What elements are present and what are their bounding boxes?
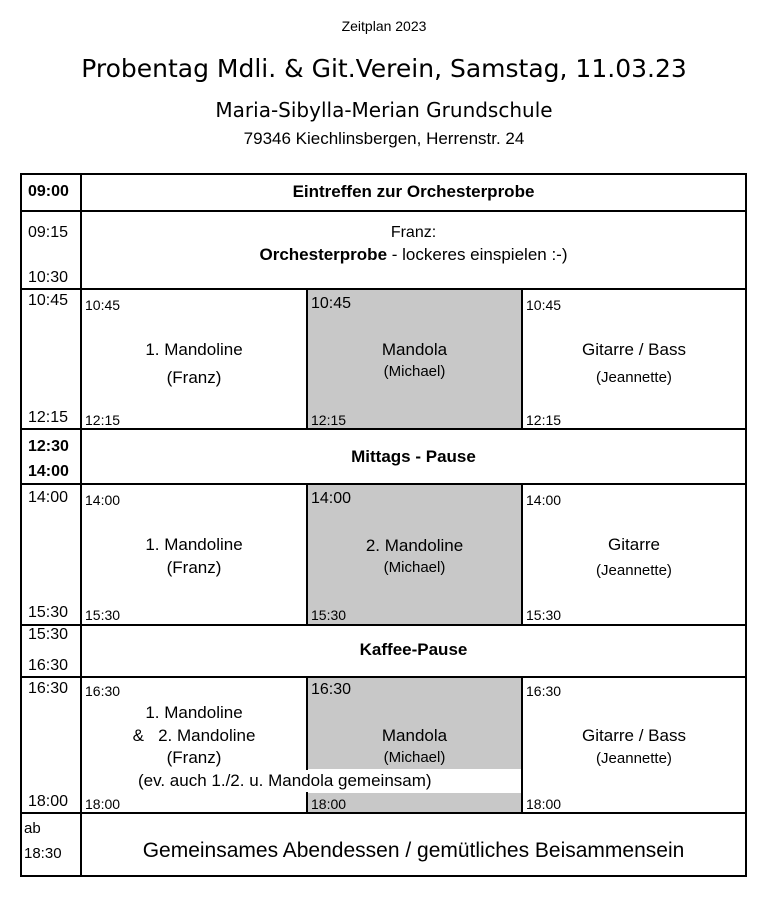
- row5-col1-end: 15:30: [85, 607, 121, 623]
- row7-col2-end: 18:00: [311, 796, 347, 812]
- row5-col3-name: Gitarre: [608, 535, 660, 554]
- row2-lead: Franz:: [390, 224, 437, 241]
- row7-col1-name-line1: 1. Mandoline: [145, 703, 243, 722]
- row2-time-end: 10:30: [28, 269, 69, 286]
- row7-note: (ev. auch 1./2. u. Mandola gemeinsam): [138, 771, 432, 790]
- row5-col3-end: 15:30: [526, 607, 562, 623]
- school-address: 79346 Kiechlinsbergen, Herrenstr. 24: [243, 129, 525, 148]
- row3-col3-end: 12:15: [526, 412, 562, 428]
- row3-time-start: 10:45: [28, 292, 69, 309]
- row5-col3-start: 14:00: [526, 492, 562, 508]
- row3-col1-start: 10:45: [85, 297, 121, 313]
- row7-col2-person: (Michael): [383, 749, 446, 766]
- row2-event-bold: Orchesterprobe: [259, 245, 388, 264]
- row4-time-end: 14:00: [28, 463, 69, 480]
- row5-col2-name: 2. Mandoline: [365, 536, 464, 555]
- row6-event: Kaffee-Pause: [359, 640, 468, 659]
- row8-time-start: ab: [24, 820, 41, 837]
- row5-col2-start: 14:00: [311, 490, 352, 507]
- row2-event-rest: - lockeres einspielen :-): [387, 245, 568, 264]
- row2-event: [82, 245, 745, 265]
- row8-time-end: 18:30: [24, 845, 62, 862]
- row8-event: Gemeinsames Abendessen / gemütliches Beisammensein: [142, 839, 685, 862]
- row5-col1-person: (Franz): [166, 558, 222, 577]
- row3-col2-person: (Michael): [383, 363, 446, 380]
- row7-col3-start: 16:30: [526, 683, 562, 699]
- row7-time-start: 16:30: [28, 680, 69, 697]
- row3-col2-name: Mandola: [381, 340, 448, 359]
- row5-col2-person: (Michael): [383, 559, 446, 576]
- page-title: Probentag Mdli. & Git.Verein, Samstag, 11.03.23: [81, 54, 687, 83]
- row4-event: Mittags - Pause: [351, 447, 476, 466]
- row5-col1-start: 14:00: [85, 492, 121, 508]
- row7-col1-name-line2: & 2. Mandoline: [132, 726, 256, 745]
- row2-time-start: 09:15: [28, 224, 69, 241]
- row3-time-end: 12:15: [28, 409, 69, 426]
- row1-time: 09:00: [28, 183, 69, 200]
- row5-time-end: 15:30: [28, 604, 69, 621]
- school-name: Maria-Sibylla-Merian Grundschule: [215, 98, 553, 122]
- row4-time-start: 12:30: [28, 438, 69, 455]
- row3-col3-name: Gitarre / Bass: [582, 340, 686, 359]
- row5-col3-person: (Jeannette): [596, 562, 672, 579]
- row7-col1-end: 18:00: [85, 796, 121, 812]
- schedule-year-label: Zeitplan 2023: [341, 18, 427, 34]
- row3-col1-person: (Franz): [166, 368, 222, 387]
- row3-col2-start: 10:45: [311, 295, 352, 312]
- row5-col1-name: 1. Mandoline: [145, 535, 243, 554]
- row7-col3-person: (Jeannette): [596, 750, 672, 767]
- row7-col2-name: Mandola: [381, 726, 448, 745]
- row3-col3-person: (Jeannette): [596, 369, 672, 386]
- row5-time-start: 14:00: [28, 489, 69, 506]
- row7-col1-person: (Franz): [166, 748, 222, 767]
- row7-time-end: 18:00: [28, 793, 69, 810]
- row7-col3-name: Gitarre / Bass: [582, 726, 686, 745]
- row7-col1-start: 16:30: [85, 683, 121, 699]
- row7-col3-end: 18:00: [526, 796, 562, 812]
- row6-time-end: 16:30: [28, 657, 69, 674]
- row3-col3-start: 10:45: [526, 297, 562, 313]
- row7-col2-start: 16:30: [311, 681, 352, 698]
- schedule-table: [20, 173, 747, 877]
- row5-col2-end: 15:30: [311, 607, 347, 623]
- row6-time-start: 15:30: [28, 626, 69, 643]
- row1-event: Eintreffen zur Orchesterprobe: [292, 182, 535, 201]
- row3-col1-name: 1. Mandoline: [145, 340, 243, 359]
- row3-col2-end: 12:15: [311, 412, 347, 428]
- row3-col1-end: 12:15: [85, 412, 121, 428]
